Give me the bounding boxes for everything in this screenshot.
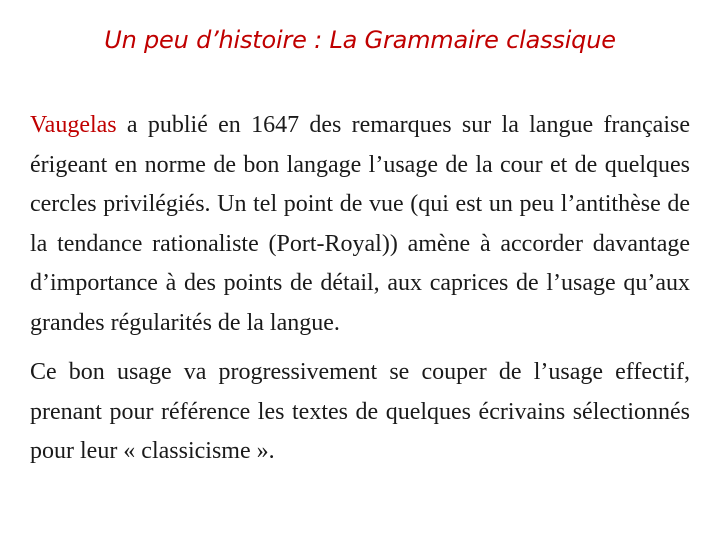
paragraph-bon-usage: Ce bon usage va progressivement se couper de l’usage effectif, prenant pour référence les textes de quelques écrivains sélectionnés pour leur « classicisme ». [30, 359, 690, 464]
slide-body [30, 106, 690, 472]
paragraph-vaugelas-text: a publié en 1647 des remarques sur la langue française érigeant en norme de bon langage l’usage de la cour et de quelques cercles privilégiés. Un tel point de vue (qui est un peu l’antithèse de la tendance rationaliste (Port-Royal)) amène à accorder davantage d’importance à des points de détail, aux caprices de l’usage qu’aux grandes régularités de la langue. [30, 112, 690, 336]
paragraph-vaugelas [30, 106, 690, 343]
highlighted-name: Vaugelas [30, 112, 117, 138]
slide-title: Un peu d’histoire : La Grammaire classique [104, 26, 616, 54]
